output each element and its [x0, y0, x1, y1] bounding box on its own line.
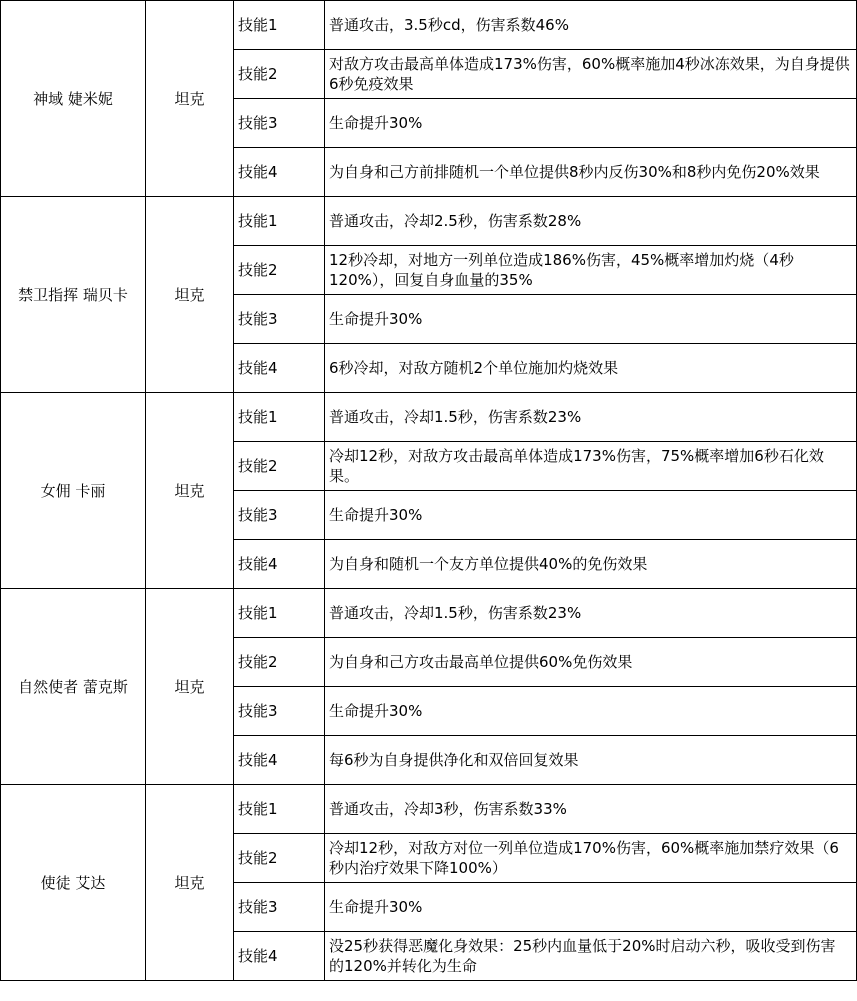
- skill-label-cell: 技能1: [234, 1, 325, 50]
- hero-role-cell: 坦克: [146, 393, 234, 589]
- skill-label-cell: 技能4: [234, 736, 325, 785]
- skill-desc-cell: 普通攻击，冷却1.5秒，伤害系数23%: [325, 393, 857, 442]
- hero-role-cell: 坦克: [146, 785, 234, 981]
- skill-desc-cell: 为自身和己方攻击最高单位提供60%免伤效果: [325, 638, 857, 687]
- hero-name-cell: 使徒 艾达: [1, 785, 146, 981]
- hero-name-cell: 禁卫指挥 瑞贝卡: [1, 197, 146, 393]
- skill-desc-cell: 为自身和己方前排随机一个单位提供8秒内反伤30%和8秒内免伤20%效果: [325, 148, 857, 197]
- skill-desc-cell: 没25秒获得恶魔化身效果：25秒内血量低于20%时启动六秒，吸收受到伤害的120%并转化为生命: [325, 932, 857, 981]
- skill-desc-cell: 普通攻击，冷却1.5秒，伤害系数23%: [325, 589, 857, 638]
- skill-label-cell: 技能2: [234, 50, 325, 99]
- skill-desc-cell: 生命提升30%: [325, 491, 857, 540]
- skill-label-cell: 技能3: [234, 99, 325, 148]
- skill-label-cell: 技能2: [234, 246, 325, 295]
- skill-label-cell: 技能3: [234, 883, 325, 932]
- skill-desc-cell: 生命提升30%: [325, 687, 857, 736]
- skill-desc-cell: 对敌方攻击最高单体造成173%伤害，60%概率施加4秒冰冻效果，为自身提供6秒免疫效果: [325, 50, 857, 99]
- skill-label-cell: 技能4: [234, 344, 325, 393]
- skill-desc-cell: 普通攻击，冷却3秒，伤害系数33%: [325, 785, 857, 834]
- skill-desc-cell: 为自身和随机一个友方单位提供40%的免伤效果: [325, 540, 857, 589]
- skill-desc-cell: 生命提升30%: [325, 99, 857, 148]
- skill-desc-cell: 每6秒为自身提供净化和双倍回复效果: [325, 736, 857, 785]
- skill-label-cell: 技能4: [234, 932, 325, 981]
- skill-label-cell: 技能3: [234, 295, 325, 344]
- table-row: [1, 393, 857, 442]
- skill-desc-cell: 6秒冷却，对敌方随机2个单位施加灼烧效果: [325, 344, 857, 393]
- skill-desc-cell: 12秒冷却，对地方一列单位造成186%伤害，45%概率增加灼烧（4秒120%），回复自身血量的35%: [325, 246, 857, 295]
- skill-desc-cell: 普通攻击，3.5秒cd，伤害系数46%: [325, 1, 857, 50]
- hero-name-cell: 自然使者 蕾克斯: [1, 589, 146, 785]
- hero-name-cell: 神域 婕米妮: [1, 1, 146, 197]
- table-row: [1, 1, 857, 50]
- skill-label-cell: 技能3: [234, 687, 325, 736]
- hero-role-cell: 坦克: [146, 197, 234, 393]
- skill-label-cell: 技能4: [234, 540, 325, 589]
- skill-desc-cell: 冷却12秒，对敌方攻击最高单体造成173%伤害，75%概率增加6秒石化效果。: [325, 442, 857, 491]
- skill-label-cell: 技能1: [234, 785, 325, 834]
- hero-skills-table-body: [1, 1, 857, 981]
- hero-role-cell: 坦克: [146, 1, 234, 197]
- hero-name-cell: 女佣 卡丽: [1, 393, 146, 589]
- skill-label-cell: 技能1: [234, 197, 325, 246]
- skill-label-cell: 技能2: [234, 442, 325, 491]
- skill-desc-cell: 冷却12秒，对敌方对位一列单位造成170%伤害，60%概率施加禁疗效果（6秒内治疗效果下降100%）: [325, 834, 857, 883]
- skill-desc-cell: 生命提升30%: [325, 883, 857, 932]
- skill-label-cell: 技能2: [234, 638, 325, 687]
- table-row: [1, 785, 857, 834]
- skill-desc-cell: 生命提升30%: [325, 295, 857, 344]
- hero-role-cell: 坦克: [146, 589, 234, 785]
- skill-label-cell: 技能2: [234, 834, 325, 883]
- skill-label-cell: 技能4: [234, 148, 325, 197]
- skill-label-cell: 技能3: [234, 491, 325, 540]
- table-row: [1, 197, 857, 246]
- skill-label-cell: 技能1: [234, 393, 325, 442]
- table-row: [1, 589, 857, 638]
- skill-desc-cell: 普通攻击，冷却2.5秒，伤害系数28%: [325, 197, 857, 246]
- skill-label-cell: 技能1: [234, 589, 325, 638]
